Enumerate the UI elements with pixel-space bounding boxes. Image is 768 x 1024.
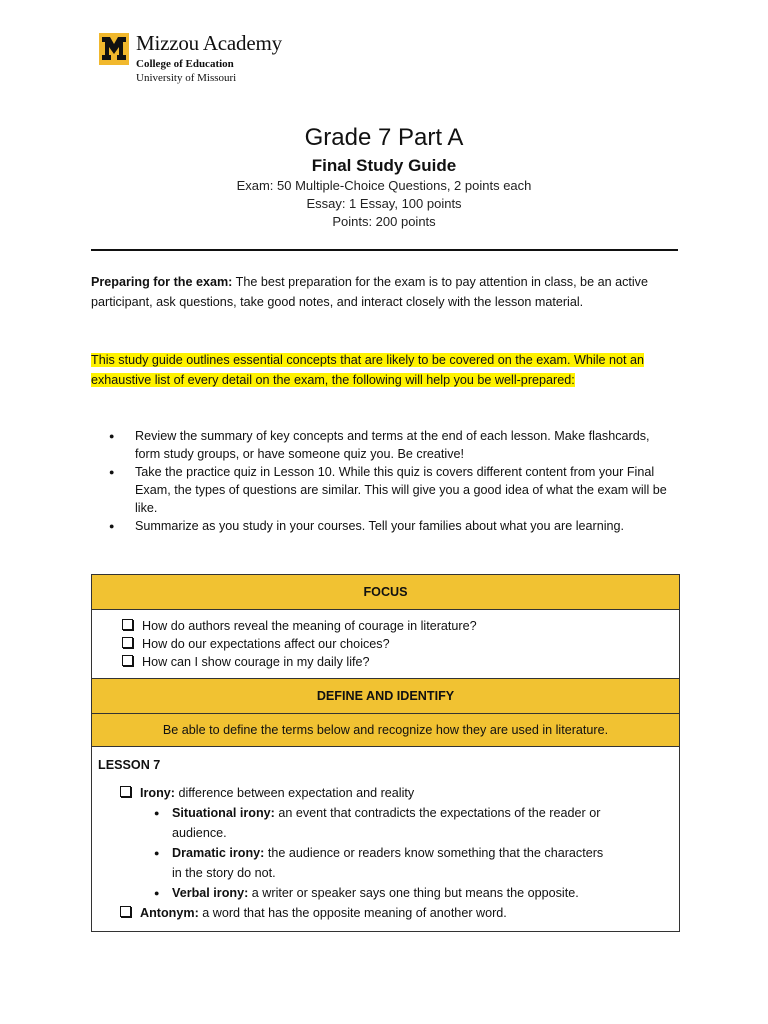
preparing-text: The best preparation for the exam is to pay attention in class, be an active participant, ask questions, take good notes, and interact closely with the lesson material.	[91, 275, 648, 309]
term-definition: the audience or readers know something that the characters in the story do not.	[172, 846, 604, 880]
sub-term-dramatic	[98, 843, 612, 883]
list-item: ● Take the practice quiz in Lesson 10. While this quiz is covers different content from your Final Exam, the types of questions are similar. This will give you a good idea of what the exam will be like.	[109, 463, 669, 517]
define-note: Be able to define the terms below and recognize how they are used in literature.	[92, 714, 679, 747]
logo-university: University of Missouri	[136, 72, 237, 84]
checkbox-icon	[122, 619, 133, 630]
focus-item-text: How do authors reveal the meaning of courage in literature?	[142, 619, 477, 633]
checkbox-icon	[122, 637, 133, 648]
term-label: Antonym:	[140, 906, 199, 920]
focus-item-text: How can I show courage in my daily life?	[142, 655, 370, 669]
term-label: Dramatic irony:	[172, 846, 265, 860]
logo-college: College of Education	[136, 58, 234, 70]
list-item: ● Summarize as you study in your courses. Tell your families about what you are learning.	[109, 517, 669, 535]
list-item: ● Review the summary of key concepts and terms at the end of each lesson. Make flashcards, form study groups, or have someone quiz you. Be creative!	[109, 427, 669, 463]
highlighted-intro-text: This study guide outlines essential concepts that are likely to be covered on the exam. While not an exhaustive list of every detail on the exam, the following will help you be well-prepared:	[91, 353, 645, 387]
focus-item	[122, 617, 679, 635]
preparing-paragraph	[91, 272, 681, 312]
term-label: Situational irony:	[172, 806, 275, 820]
term-definition: a word that has the opposite meaning of another word.	[198, 906, 507, 920]
term-definition: an event that contradicts the expectations of the reader or audience.	[172, 806, 601, 840]
bullet-icon: ●	[154, 848, 160, 858]
checkbox-icon	[120, 906, 131, 917]
bullet-icon: ●	[154, 888, 160, 898]
term-irony	[98, 783, 673, 803]
horizontal-divider	[91, 249, 678, 251]
term-label: Verbal irony:	[172, 886, 249, 900]
logo-name: Mizzou Academy	[136, 31, 282, 55]
sub-term-situational	[98, 803, 612, 843]
page-subtitle: Final Study Guide	[311, 156, 457, 175]
bullet-icon: ●	[154, 808, 160, 818]
study-guide-intro	[91, 350, 681, 390]
define-header: DEFINE AND IDENTIFY	[92, 679, 679, 714]
preparing-label: Preparing for the exam:	[91, 275, 233, 289]
focus-item	[122, 635, 679, 653]
study-tips-list	[109, 427, 669, 535]
lesson-7-section	[92, 747, 679, 931]
term-label: Irony:	[140, 786, 175, 800]
study-guide-table	[91, 574, 680, 932]
page-title: Grade 7 Part A	[304, 124, 464, 151]
focus-item-text: How do our expectations affect our choices?	[142, 637, 390, 651]
mizzou-tiger-m-icon	[99, 33, 129, 65]
term-antonym	[98, 903, 673, 923]
focus-item	[122, 653, 679, 671]
points-info: Points: 200 points	[332, 214, 436, 229]
sub-term-verbal	[98, 883, 612, 903]
focus-questions	[92, 610, 679, 679]
essay-info: Essay: 1 Essay, 100 points	[306, 196, 462, 211]
lesson-title: LESSON 7	[98, 758, 161, 772]
checkbox-icon	[120, 786, 131, 797]
mizzou-academy-logo	[99, 33, 282, 84]
term-definition: difference between expectation and reality	[174, 786, 415, 800]
exam-info: Exam: 50 Multiple-Choice Questions, 2 points each	[236, 178, 532, 193]
focus-header: FOCUS	[92, 575, 679, 610]
term-definition: a writer or speaker says one thing but means the opposite.	[248, 886, 579, 900]
checkbox-icon	[122, 655, 133, 666]
title-block	[0, 124, 768, 231]
